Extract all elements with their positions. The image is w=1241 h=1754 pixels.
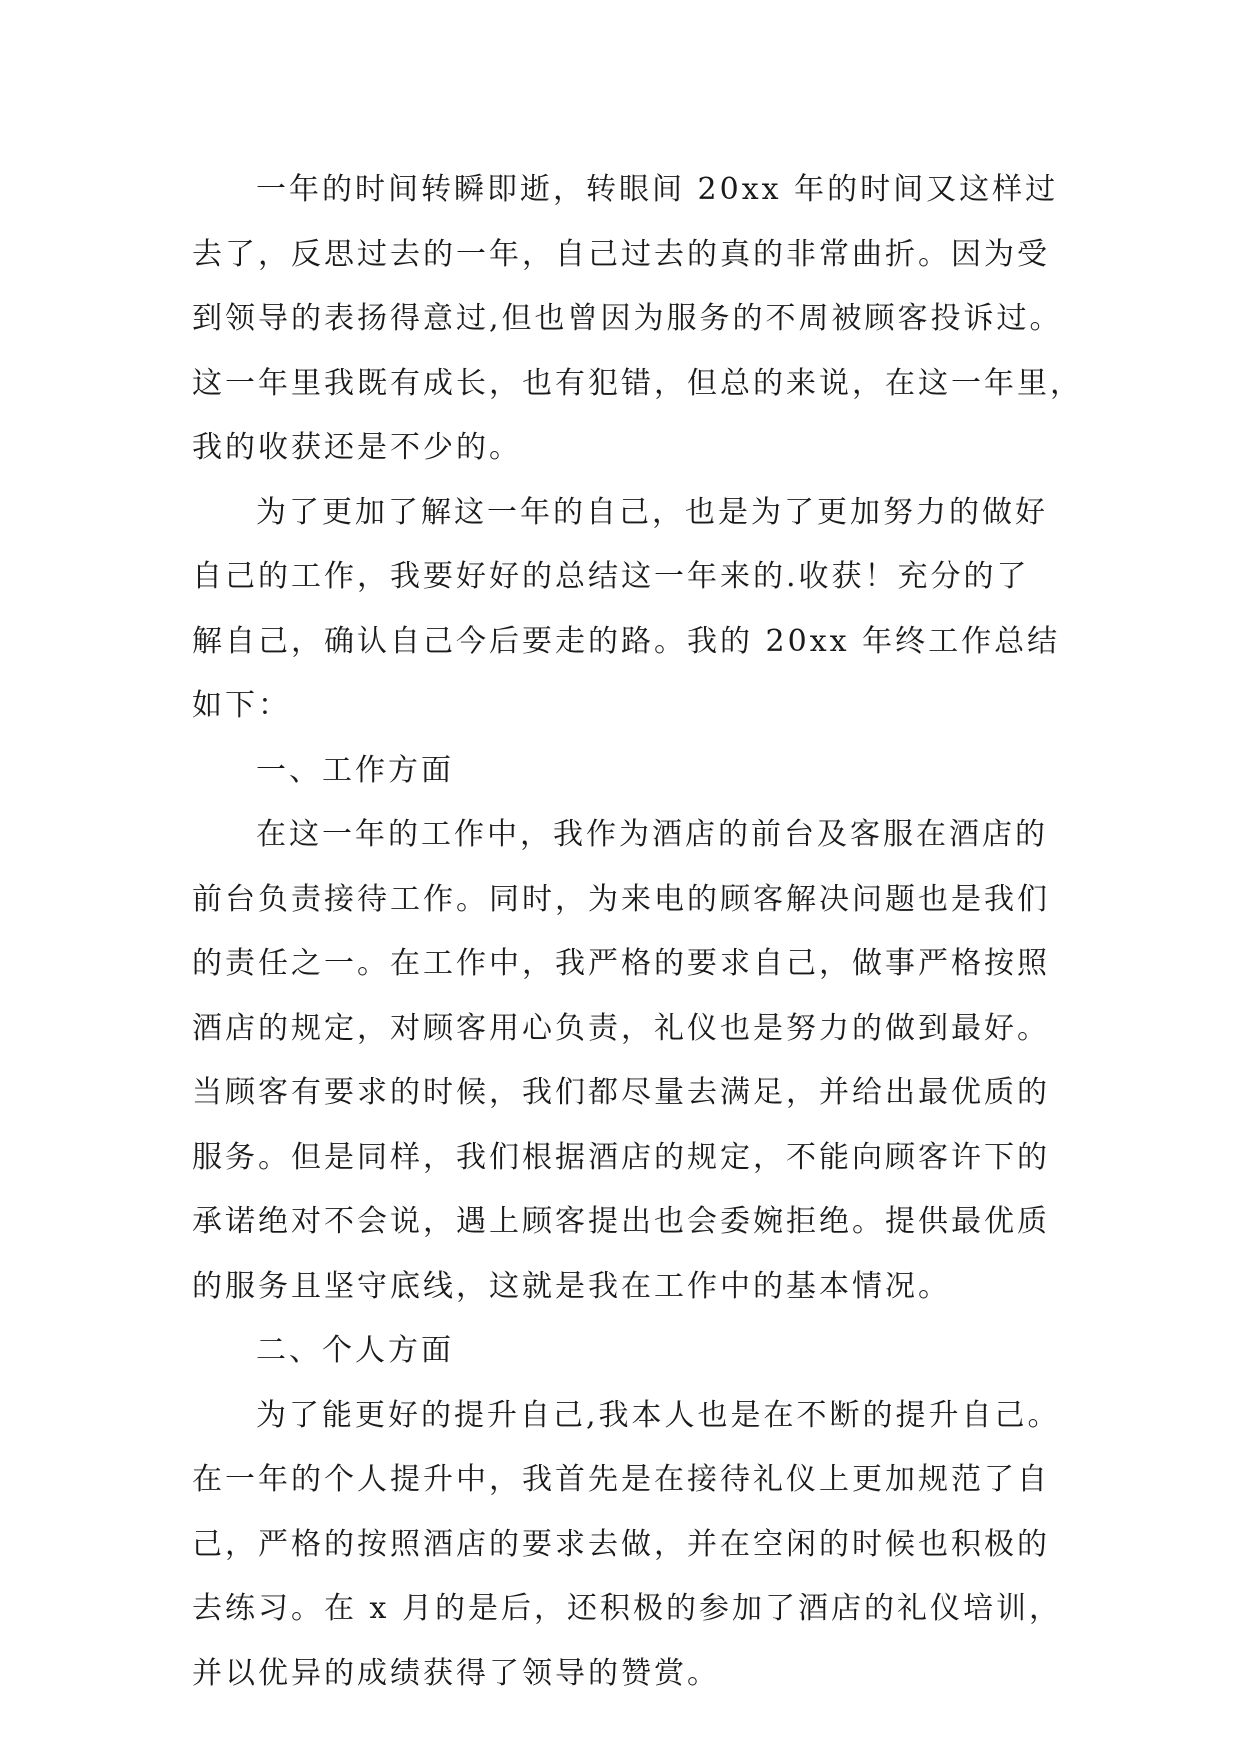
text-line: 如下： bbox=[192, 688, 291, 723]
text-line: 去练习。在 x 月的是后，还积极的参加了酒店的礼仪培训， bbox=[192, 1591, 1062, 1626]
text-line: 这一年里我既有成长，也有犯错，但总的来说，在这一年里， bbox=[192, 365, 1083, 401]
text-line: 酒店的规定，对顾客用心负责，礼仪也是努力的做到最好。 bbox=[192, 1010, 1050, 1046]
text-line: 在一年的个人提升中，我首先是在接待礼仪上更加规范了自 bbox=[192, 1462, 1050, 1497]
text-line: 为了更加了解这一年的自己，也是为了更加努力的做好 bbox=[256, 494, 1048, 530]
text-line: 承诺绝对不会说，遇上顾客提出也会委婉拒绝。提供最优质 bbox=[192, 1204, 1050, 1239]
text-line: 并以优异的成绩获得了领导的赞赏。 bbox=[192, 1655, 720, 1691]
text-line: 解自己，确认自己今后要走的路。我的 20xx 年终工作总结 bbox=[192, 623, 1061, 659]
section-heading-work: 一、工作方面 bbox=[256, 752, 454, 788]
text-line: 一年的时间转瞬即逝，转眼间 20xx 年的时间又这样过 bbox=[256, 172, 1059, 207]
text-line: 当顾客有要求的时候，我们都尽量去满足，并给出最优质的 bbox=[192, 1075, 1050, 1110]
text-line: 在这一年的工作中，我作为酒店的前台及客服在酒店的 bbox=[256, 817, 1048, 852]
text-line: 服务。但是同样，我们根据酒店的规定，不能向顾客许下的 bbox=[192, 1139, 1050, 1175]
text-line: 去了，反思过去的一年，自己过去的真的非常曲折。因为受 bbox=[192, 236, 1050, 272]
document-body bbox=[192, 158, 1082, 1706]
text-line: 自己的工作，我要好好的总结这一年来的.收获！充分的了 bbox=[192, 559, 1030, 594]
section-heading-personal: 二、个人方面 bbox=[256, 1333, 454, 1368]
text-line: 己，严格的按照酒店的要求去做，并在空闲的时候也积极的 bbox=[192, 1526, 1050, 1562]
text-line: 前台负责接待工作。同时，为来电的顾客解决问题也是我们 bbox=[192, 881, 1050, 917]
text-line: 的责任之一。在工作中，我严格的要求自己，做事严格按照 bbox=[192, 946, 1050, 981]
text-line: 我的收获还是不少的。 bbox=[192, 430, 522, 465]
text-line: 为了能更好的提升自己,我本人也是在不断的提升自己。 bbox=[256, 1397, 1061, 1433]
text-line: 到领导的表扬得意过,但也曾因为服务的不周被顾客投诉过。 bbox=[192, 301, 1063, 336]
text-line: 的服务且坚守底线，这就是我在工作中的基本情况。 bbox=[192, 1268, 951, 1304]
